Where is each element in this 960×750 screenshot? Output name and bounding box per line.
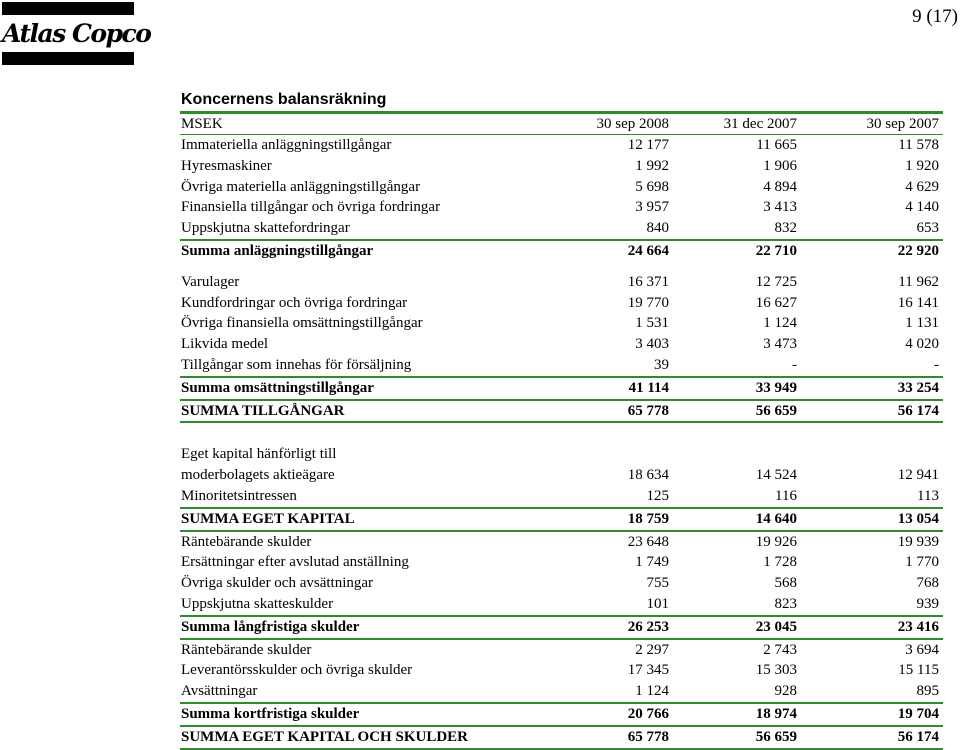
row-label: SUMMA EGET KAPITAL OCH SKULDER [181,728,468,745]
value-2007-dec: 4 894 [763,178,797,195]
row-label: Immateriella anläggningstillgångar [181,137,392,153]
value-2008-sep: 3 403 [635,336,669,353]
row-label: moderbolagets aktieägare [181,467,335,484]
value-2007-sep: 768 [916,575,939,592]
value-2007-sep: 56 174 [897,728,939,745]
value-2007-sep: 13 054 [897,510,939,527]
value-2007-dec: 14 640 [755,510,797,527]
value-2007-dec: 56 659 [755,728,797,745]
logo-wordmark: Atlas Copco [2,19,151,48]
value-2008-sep: 1 992 [635,157,669,174]
value-2007-sep: 19 939 [897,533,939,550]
row-label: Uppskjutna skatteskulder [181,595,334,612]
value-2008-sep: 3 957 [635,199,669,216]
value-2008-sep: 2 297 [635,641,669,658]
subtotal-row [180,376,943,399]
value-2007-sep: 895 [916,683,939,700]
value-2007-dec: 3 413 [763,199,797,216]
row-label: Eget kapital hänförligt till [181,446,337,463]
value-2007-dec: 823 [774,595,797,612]
table-row [180,660,943,681]
table-row [180,156,943,177]
row-label: Summa kortfristiga skulder [181,705,360,722]
row-label: Räntebärande skulder [181,641,312,658]
value-2007-dec: 928 [774,683,797,700]
total-assets-row [180,399,943,424]
value-2008-sep: 23 648 [627,533,669,550]
value-2007-dec: 832 [774,220,797,237]
table-row [180,177,943,198]
table-row [180,355,943,376]
column-header-31-dec-2007: 31 dec 2007 [723,116,797,132]
value-2007-sep: 1 920 [905,157,939,174]
table-row [180,293,943,314]
table-title: Koncernens balansräkning [180,90,943,114]
value-2007-dec: 16 627 [755,294,797,311]
value-2007-dec: 15 303 [755,662,797,679]
value-2007-sep: 56 174 [897,402,939,419]
value-2007-sep: 12 941 [897,467,939,484]
unit-label: MSEK [181,116,223,132]
atlas-copco-logo [2,0,151,68]
value-2007-sep: 653 [916,220,939,237]
table-row [180,313,943,334]
subtotal-row [180,239,943,262]
row-label: Ersättningar efter avslutad anställning [181,554,409,571]
value-2007-dec: 116 [775,487,797,504]
value-2007-sep: 11 962 [898,273,939,290]
row-label: Avsättningar [181,683,258,700]
table-row [180,197,943,218]
table-row [180,135,943,156]
value-2007-dec: 14 524 [755,467,797,484]
value-2007-dec: 2 743 [763,641,797,658]
value-2008-sep: 19 770 [627,294,669,311]
table-row [180,552,943,573]
value-2008-sep: 840 [646,220,669,237]
table-row [180,465,943,486]
value-2007-sep: 22 920 [897,242,939,259]
row-label: Summa omsättningstillgångar [181,379,374,396]
value-2007-sep: 4 629 [905,178,939,195]
value-2008-sep: 1 531 [635,315,669,332]
value-2007-sep: 11 578 [898,137,939,153]
value-2007-dec: 23 045 [755,618,797,635]
column-header-row [180,114,943,135]
table-row [180,486,943,507]
value-2008-sep: 16 371 [627,273,669,290]
value-2008-sep: 39 [654,356,669,373]
value-2007-sep: 113 [917,487,939,504]
balance-sheet [180,90,943,750]
value-2007-sep: 1 770 [905,554,939,571]
value-2008-sep: 125 [646,487,669,504]
value-2008-sep: 1 124 [635,683,669,700]
subtotal-row [180,702,943,727]
page-number: 9 (17) [912,6,958,27]
row-label: Summa anläggningstillgångar [181,242,374,259]
row-label: Tillgångar som innehas för försäljning [181,356,412,373]
value-2007-sep: 4 020 [905,336,939,353]
table-row [180,334,943,355]
value-2007-dec: 19 926 [755,533,797,550]
value-2008-sep: 18 634 [627,467,669,484]
value-2007-dec: 12 725 [755,273,797,290]
value-2007-sep: 16 141 [897,294,939,311]
value-2007-dec: 56 659 [755,402,797,419]
row-label: Varulager [181,273,240,290]
value-2008-sep: 5 698 [635,178,669,195]
row-label: Räntebärande skulder [181,533,312,550]
value-2007-sep: 3 694 [905,641,939,658]
row-label: Övriga skulder och avsättningar [181,575,374,592]
value-2008-sep: 17 345 [627,662,669,679]
column-header-30-sep-2007: 30 sep 2007 [866,116,939,132]
logo-bar-top [2,2,134,15]
row-label: SUMMA EGET KAPITAL [181,510,355,527]
value-2007-sep: 33 254 [897,379,939,396]
value-2008-sep: 65 778 [627,402,669,419]
logo-bar-bottom [2,52,134,65]
value-2007-dec: 3 473 [763,336,797,353]
value-2007-sep: 23 416 [897,618,939,635]
row-label: Summa långfristiga skulder [181,618,360,635]
section-spacer [180,423,943,444]
table-row [180,681,943,702]
value-2007-dec: 568 [774,575,797,592]
value-2007-dec: - [792,356,797,373]
row-label: Kundfordringar och övriga fordringar [181,294,408,311]
table-row [180,444,943,465]
value-2007-dec: 18 974 [755,705,797,722]
value-2008-sep: 1 749 [635,554,669,571]
grand-total-row [180,727,943,750]
value-2007-sep: 1 131 [905,315,939,332]
value-2007-sep: 15 115 [898,662,939,679]
subtotal-row [180,507,943,532]
row-label: Hyresmaskiner [181,157,272,174]
value-2007-sep: - [934,356,939,373]
section-spacer [180,262,943,272]
row-label: SUMMA TILLGÅNGAR [181,402,345,419]
row-label: Minoritetsintressen [181,487,297,504]
value-2007-sep: 939 [916,595,939,612]
value-2007-sep: 19 704 [897,705,939,722]
column-header-30-sep-2008: 30 sep 2008 [596,116,669,132]
row-label: Leverantörsskulder och övriga skulder [181,662,413,679]
value-2008-sep: 41 114 [628,379,669,396]
row-label: Finansiella tillgångar och övriga fordringar [181,199,441,216]
value-2007-dec: 1 728 [763,554,797,571]
value-2007-dec: 1 906 [763,157,797,174]
table-row [180,532,943,553]
row-label: Uppskjutna skattefordringar [181,220,350,237]
table-row [180,272,943,293]
value-2007-dec: 33 949 [755,379,797,396]
table-row [180,218,943,239]
value-2007-dec: 1 124 [763,315,797,332]
value-2007-dec: 11 665 [756,137,797,153]
value-2008-sep: 65 778 [627,728,669,745]
value-2008-sep: 18 759 [627,510,669,527]
value-2007-sep: 4 140 [905,199,939,216]
subtotal-row [180,615,943,640]
table-row [180,594,943,615]
value-2008-sep: 24 664 [627,242,669,259]
value-2008-sep: 101 [646,595,669,612]
value-2008-sep: 20 766 [627,705,669,722]
value-2008-sep: 755 [646,575,669,592]
table-row [180,640,943,661]
row-label: Övriga finansiella omsättningstillgångar [181,315,423,332]
value-2007-dec: 22 710 [755,242,797,259]
row-label: Likvida medel [181,336,269,353]
table-row [180,573,943,594]
row-label: Övriga materiella anläggningstillgångar [181,178,421,195]
value-2008-sep: 26 253 [627,618,669,635]
value-2008-sep: 12 177 [627,137,669,153]
